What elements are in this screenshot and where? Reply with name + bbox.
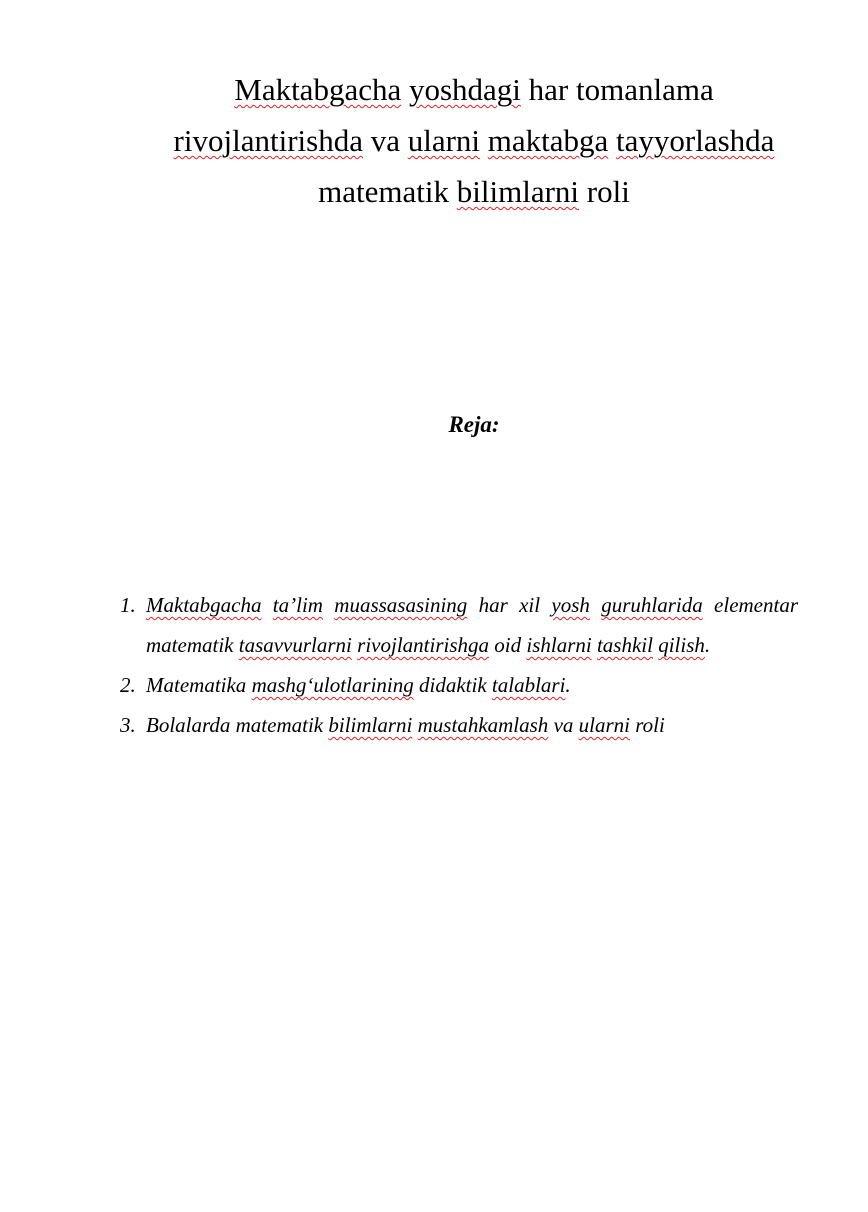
- title-word: rivojlantirishda: [173, 123, 363, 158]
- spellcheck-word: ishlarni: [526, 633, 592, 657]
- plan-item-2: [120, 665, 798, 705]
- text-run: .: [704, 633, 711, 657]
- plan-item-text: [146, 705, 798, 745]
- spellcheck-word: yosh: [551, 593, 590, 617]
- title-text: va: [362, 123, 408, 158]
- plan-item-number: 3.: [120, 713, 136, 737]
- title-line-2: [140, 115, 808, 166]
- spellcheck-word: ta’lim: [272, 593, 323, 617]
- text-run: va: [548, 713, 579, 737]
- spellcheck-word: ularni: [578, 713, 630, 737]
- text-run: [590, 593, 601, 617]
- text-run: [261, 593, 272, 617]
- title-word: tayyorlashda: [616, 123, 775, 158]
- spellcheck-word: talablari: [491, 673, 566, 697]
- spellcheck-word: muassasasining: [334, 593, 468, 617]
- text-run: elementar matematik: [146, 593, 799, 657]
- plan-item-3: [120, 705, 798, 745]
- plan-heading: Reja:: [448, 412, 500, 437]
- text-run: [323, 593, 334, 617]
- text-run: Matematika: [146, 673, 252, 697]
- title-line-1: [140, 64, 808, 115]
- spellcheck-word: qilish: [658, 633, 705, 657]
- title-word: maktabga: [487, 123, 609, 158]
- title-line-3: [140, 166, 808, 217]
- title-word: yoshdagi: [408, 72, 521, 107]
- title-text: har tomanlama: [520, 72, 714, 107]
- spellcheck-word: rivojlantirishga: [357, 633, 490, 657]
- text-run: roli: [629, 713, 665, 737]
- text-run: .: [565, 673, 571, 697]
- spellcheck-word: mustahkamlash: [417, 713, 549, 737]
- text-run: har xil: [467, 593, 552, 617]
- spellcheck-word: bilimlarni: [328, 713, 413, 737]
- plan-item-text: [146, 665, 798, 705]
- spellcheck-word: tashkil: [596, 633, 653, 657]
- spellcheck-word: mashg‘ulotlarining: [251, 673, 414, 697]
- plan-list: [120, 585, 798, 745]
- spellcheck-word: tasavvurlarni: [238, 633, 352, 657]
- title-text: [608, 123, 616, 158]
- title-word: Maktabgacha: [234, 72, 402, 107]
- title-text: [401, 72, 409, 107]
- plan-item-number: 2.: [120, 673, 136, 697]
- plan-item-1: [120, 585, 798, 665]
- document-title: [140, 64, 808, 217]
- text-run: didaktik: [413, 673, 492, 697]
- text-run: oid: [489, 633, 527, 657]
- title-text: [480, 123, 488, 158]
- title-word: bilimlarni: [456, 174, 580, 209]
- text-run: Bolalarda matematik: [146, 713, 329, 737]
- spellcheck-word: Maktabgacha: [146, 593, 262, 617]
- title-text: roli: [579, 174, 630, 209]
- title-text: matematik: [318, 174, 457, 209]
- plan-item-number: 1.: [120, 593, 136, 617]
- title-word: ularni: [407, 123, 481, 158]
- plan-item-text: [146, 585, 798, 665]
- spellcheck-word: guruhlarida: [601, 593, 703, 617]
